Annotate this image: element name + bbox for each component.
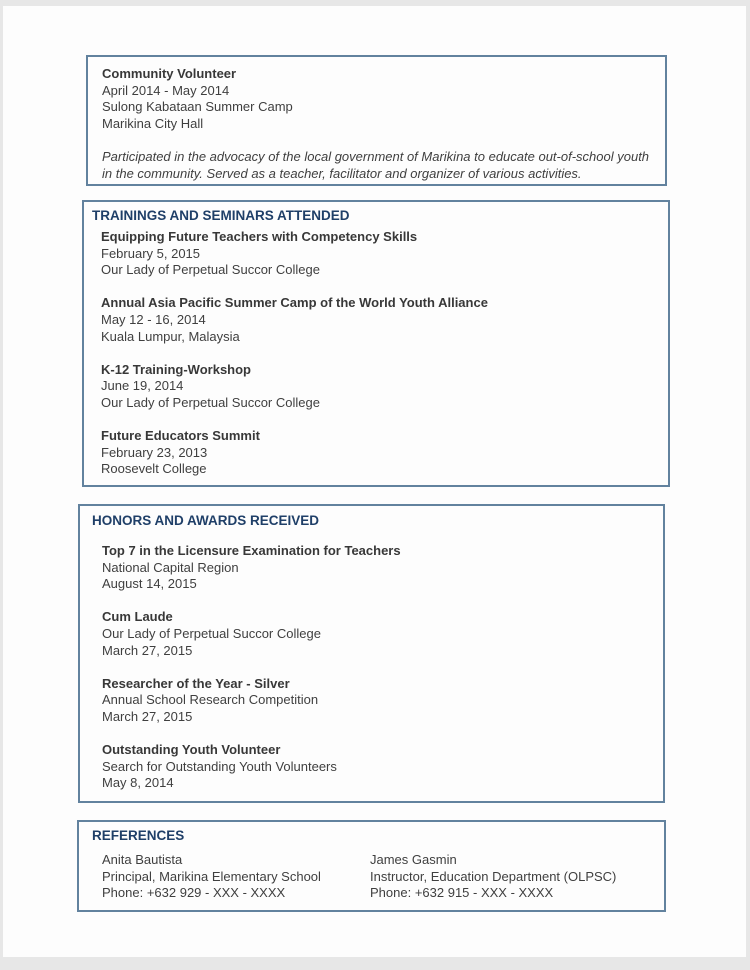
volunteer-description-line: in the community. Served as a teacher, facilitator and organizer of various activities. bbox=[102, 165, 582, 181]
trainings-heading: TRAININGS AND SEMINARS ATTENDED bbox=[92, 208, 350, 223]
training-entry-title: Annual Asia Pacific Summer Camp of the World Youth Alliance bbox=[101, 295, 488, 311]
honor-entry-date: August 14, 2015 bbox=[102, 576, 197, 592]
training-entry-title: Future Educators Summit bbox=[101, 428, 260, 444]
references-row bbox=[92, 852, 654, 902]
reference-name: Anita Bautista bbox=[102, 852, 183, 867]
reference-role: Instructor, Education Department (OLPSC) bbox=[370, 868, 617, 884]
honor-entry-title: Top 7 in the Licensure Examination for Teachers bbox=[102, 543, 401, 558]
section-honors-and-awards bbox=[78, 504, 665, 803]
honor-entry-detail: National Capital Region bbox=[102, 559, 239, 575]
honor-entry-detail: Our Lady of Perpetual Succor College bbox=[102, 625, 321, 641]
training-entry-date: May 12 - 16, 2014 bbox=[101, 311, 206, 327]
honor-entry-title: Cum Laude bbox=[102, 609, 173, 625]
honor-entry-date: March 27, 2015 bbox=[102, 642, 193, 658]
honor-entry bbox=[102, 742, 653, 792]
reference-phone: Phone: +632 929 - XXX - XXXX bbox=[102, 885, 286, 901]
training-entry bbox=[101, 362, 658, 412]
honor-entry-title: Researcher of the Year - Silver bbox=[102, 675, 290, 691]
honors-entries bbox=[92, 543, 653, 792]
training-entry-date: June 19, 2014 bbox=[101, 378, 184, 394]
honor-entry-detail: Annual School Research Competition bbox=[102, 692, 319, 708]
training-entry-date: February 23, 2013 bbox=[101, 444, 208, 460]
honor-entry-title: Outstanding Youth Volunteer bbox=[102, 742, 281, 758]
reference-name: James Gasmin bbox=[370, 852, 457, 867]
reference-phone: Phone: +632 915 - XXX - XXXX bbox=[370, 885, 554, 901]
reference-role: Principal, Marikina Elementary School bbox=[102, 868, 321, 884]
honor-entry bbox=[102, 609, 653, 659]
training-entry-venue: Kuala Lumpur, Malaysia bbox=[101, 328, 240, 344]
section-community-volunteer bbox=[86, 55, 667, 186]
volunteer-entry-description bbox=[102, 149, 655, 182]
training-entry bbox=[101, 295, 658, 345]
honor-entry-detail: Search for Outstanding Youth Volunteers bbox=[102, 758, 337, 774]
volunteer-entry-date: April 2014 - May 2014 bbox=[102, 82, 230, 98]
honor-entry bbox=[102, 676, 653, 726]
training-entry-venue: Our Lady of Perpetual Succor College bbox=[101, 262, 320, 278]
honors-heading: HONORS AND AWARDS RECEIVED bbox=[92, 513, 320, 528]
training-entry-title: Equipping Future Teachers with Competency Skills bbox=[101, 229, 418, 244]
volunteer-entry-title: Community Volunteer bbox=[102, 66, 237, 81]
volunteer-entry-org: Sulong Kabataan Summer Camp bbox=[102, 99, 293, 115]
section-references bbox=[77, 820, 666, 912]
volunteer-entry-location: Marikina City Hall bbox=[102, 115, 204, 131]
references-heading: REFERENCES bbox=[92, 828, 185, 843]
volunteer-description-line: Participated in the advocacy of the local government of Marikina to educate out-of-school youth bbox=[102, 148, 650, 164]
section-trainings-and-seminars bbox=[82, 200, 670, 487]
honor-entry bbox=[102, 543, 653, 593]
training-entry-venue: Roosevelt College bbox=[101, 461, 207, 477]
training-entry-venue: Our Lady of Perpetual Succor College bbox=[101, 394, 320, 410]
reference-entry bbox=[370, 852, 654, 902]
training-entry bbox=[101, 229, 658, 279]
training-entry bbox=[101, 428, 658, 478]
training-entry-title: K-12 Training-Workshop bbox=[101, 361, 251, 377]
honor-entry-date: March 27, 2015 bbox=[102, 708, 193, 724]
honor-entry-date: May 8, 2014 bbox=[102, 775, 174, 791]
trainings-entries bbox=[92, 229, 658, 478]
reference-entry bbox=[102, 852, 370, 902]
training-entry-date: February 5, 2015 bbox=[101, 245, 201, 261]
resume-page bbox=[3, 6, 746, 957]
